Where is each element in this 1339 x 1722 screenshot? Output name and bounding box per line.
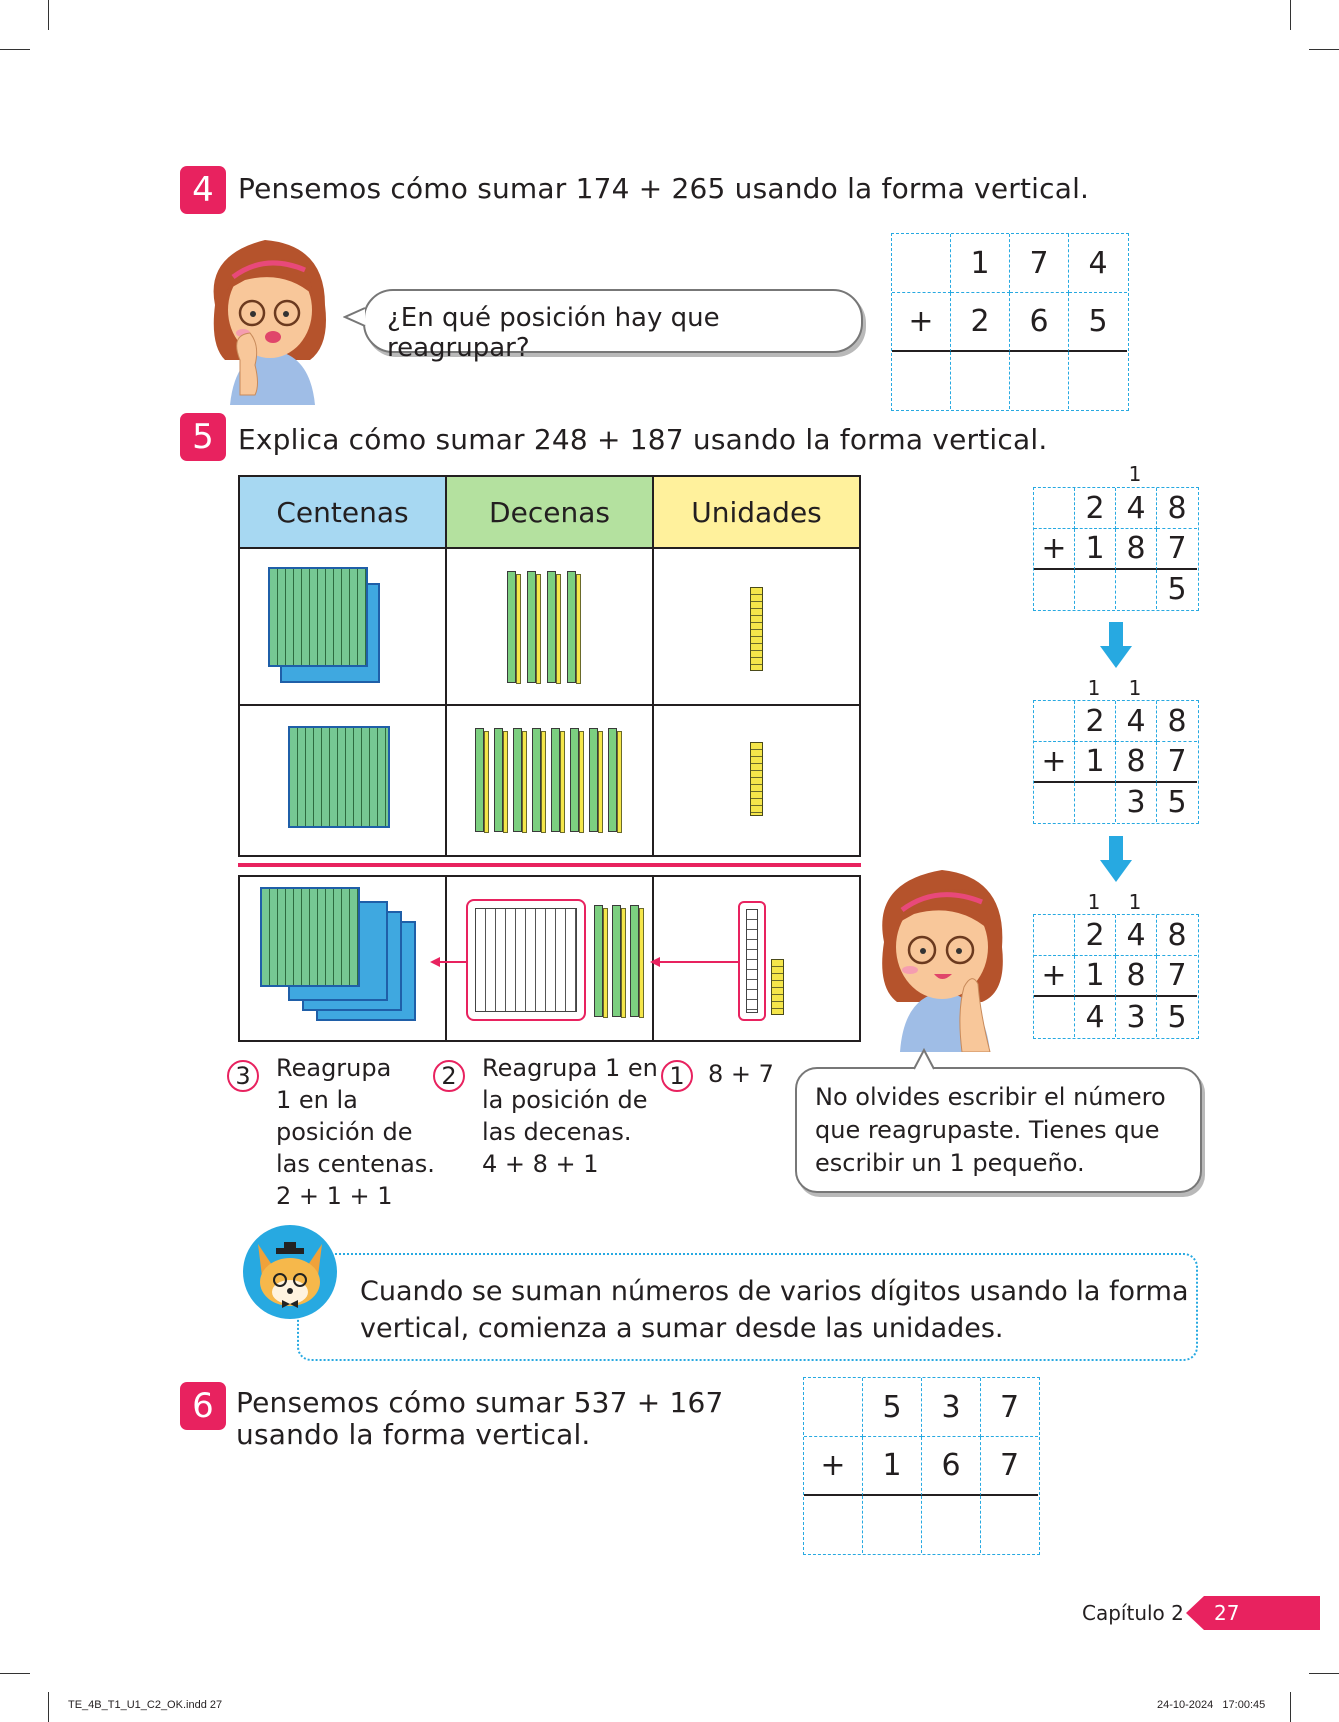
question-6-badge: 6 [180, 1382, 226, 1430]
grid-cell [892, 234, 951, 293]
grid-cell: 1 [1075, 529, 1116, 570]
ten-rod [547, 571, 556, 683]
chapter-label: Capítulo 2 [1082, 1601, 1184, 1625]
grid-cell: 2 [1075, 915, 1116, 956]
crop-mark [0, 49, 30, 50]
crop-mark [48, 0, 49, 30]
question-4-speech-text: ¿En qué posición hay que reagrupar? [387, 303, 720, 363]
grid-cell: 7 [1157, 529, 1197, 570]
grid-cell [1034, 783, 1075, 822]
step-2-text: Reagrupa 1 en la posición de las decenas. 4 + 8 + 1 [482, 1054, 658, 1178]
fox-mascot-illustration [240, 1224, 340, 1320]
ten-rod [612, 905, 621, 1017]
girl-pointing-illustration [872, 862, 1012, 1052]
grid-cell: 4 [1075, 997, 1116, 1037]
grid-cell: 7 [1157, 742, 1197, 783]
answer-cell[interactable] [863, 1496, 922, 1553]
grid-cell: 5 [1167, 572, 1187, 607]
question-6-prompt: Pensemos cómo sumar 537 + 167 usando la forma vertical. [236, 1386, 724, 1451]
ten-rod [608, 728, 617, 832]
grid-cell: + [1034, 742, 1075, 783]
grid-cell: 7 [981, 1378, 1038, 1437]
crop-mark [48, 1692, 49, 1722]
grid-cell: 8 [1157, 915, 1197, 956]
units-cell [654, 547, 859, 704]
grid-cell: 3 [1116, 997, 1157, 1037]
ten-rod [630, 905, 639, 1017]
ten-rod [527, 571, 536, 683]
grid-cell [1034, 701, 1075, 742]
answer-cell[interactable] [981, 1496, 1038, 1553]
question-5-step-grid-2 [1033, 700, 1199, 824]
regroup-arrow-left-icon [430, 957, 470, 967]
hundred-flat-block [288, 726, 390, 828]
grid-cell: 4 [1116, 488, 1157, 529]
grid-cell: 5 [863, 1378, 922, 1437]
question-5-badge: 5 [180, 413, 226, 461]
grid-cell: 3 [1116, 783, 1157, 822]
answer-cell[interactable] [951, 352, 1010, 409]
question-4-addition-grid [891, 233, 1129, 411]
units-cell [654, 704, 859, 855]
crop-mark [1309, 1673, 1339, 1674]
ten-rod [507, 571, 516, 683]
grid-cell [1116, 570, 1157, 609]
regroup-highlight [738, 901, 766, 1021]
down-arrow-icon [1100, 622, 1132, 670]
unit-cubes [750, 742, 763, 816]
tip-box [297, 1253, 1198, 1361]
tens-cell [447, 547, 654, 704]
header-decenas: Decenas [447, 477, 654, 547]
carry-digit: 1 [1087, 890, 1101, 914]
carry-digit: 1 [1128, 890, 1142, 914]
grid-cell [1034, 997, 1075, 1037]
unit-cubes [750, 587, 763, 671]
unit-cubes [771, 959, 784, 1015]
grid-cell [804, 1378, 863, 1437]
ten-rod [532, 728, 541, 832]
ten-tens-outline [475, 908, 577, 1012]
grid-cell: 8 [1116, 956, 1157, 997]
header-centenas: Centenas [240, 477, 447, 547]
grid-cell: 4 [1116, 915, 1157, 956]
crop-mark [0, 1673, 30, 1674]
step-1-text: 8 + 7 [708, 1060, 774, 1088]
grid-cell: + [1034, 529, 1075, 570]
question-4-prompt: Pensemos cómo sumar 174 + 265 usando la forma vertical. [238, 172, 1090, 205]
step-3-circle: 3 [227, 1060, 259, 1092]
page-number-tab [1186, 1596, 1320, 1630]
grid-cell: 8 [1116, 529, 1157, 570]
grid-cell: 4 [1069, 234, 1127, 293]
step-2-circle: 2 [433, 1060, 465, 1092]
answer-cell[interactable] [804, 1496, 863, 1553]
question-5-step-grid-1 [1033, 487, 1199, 611]
grid-cell: + [804, 1437, 863, 1496]
reminder-text: No olvides escribir el número que reagrupaste. Tienes que escribir un 1 pequeño. [815, 1083, 1166, 1177]
answer-cell[interactable] [892, 352, 951, 409]
regroup-arrow-left-icon [650, 957, 742, 967]
question-5-step-grid-3 [1033, 914, 1199, 1039]
grid-cell: 1 [1075, 956, 1116, 997]
print-date: 24-10-2024 17:00:45 [1157, 1699, 1266, 1711]
girl-thinking-illustration [205, 235, 335, 405]
grid-cell: 8 [1157, 488, 1197, 529]
answer-cell[interactable] [922, 1496, 981, 1553]
question-6-addition-grid [803, 1377, 1040, 1555]
reminder-speech-bubble [795, 1067, 1202, 1193]
speech-bubble-tail [912, 1048, 936, 1070]
tip-text: Cuando se suman números de varios dígitos usando la forma vertical, comienza a sumar desde las unidades. [360, 1276, 1189, 1344]
page-number: 27 [1214, 1601, 1240, 1625]
question-4-speech-bubble [363, 289, 863, 363]
crop-mark [1290, 1692, 1291, 1722]
grid-cell: 7 [1157, 956, 1197, 997]
table-header-row [240, 477, 859, 547]
place-value-table [238, 475, 861, 857]
ten-rod [594, 905, 603, 1017]
hundred-flat-block [268, 567, 368, 667]
regroup-highlight [466, 899, 586, 1021]
ten-rod [570, 728, 579, 832]
grid-cell: 5 [1167, 999, 1187, 1035]
step-3-text: Reagrupa 1 en la posición de las centenas. 2 + 1 + 1 [276, 1054, 435, 1210]
grid-cell: 5 [1167, 785, 1187, 820]
grid-cell: + [1034, 956, 1075, 997]
step-1-circle: 1 [661, 1060, 693, 1092]
carry-digit: 1 [1087, 676, 1101, 700]
tens-cell [447, 704, 654, 855]
ten-rod [589, 728, 598, 832]
ten-rod [513, 728, 522, 832]
grid-cell: 7 [1010, 234, 1069, 293]
file-name: TE_4B_T1_U1_C2_OK.indd 27 [68, 1699, 223, 1711]
answer-cell[interactable] [1010, 352, 1069, 409]
grid-cell: 1 [951, 234, 1010, 293]
down-arrow-icon [1100, 836, 1132, 884]
ten-rod [551, 728, 560, 832]
grid-cell: 3 [922, 1378, 981, 1437]
grid-cell: 8 [1116, 742, 1157, 783]
grid-cell: 5 [1069, 293, 1127, 352]
ten-rod [567, 571, 576, 683]
hundred-flat-block [260, 887, 360, 987]
regrouping-row [238, 875, 861, 1042]
grid-cell [1075, 783, 1116, 822]
grid-cell: 7 [981, 1437, 1038, 1496]
crop-mark [1290, 0, 1291, 30]
grid-cell: 2 [1075, 488, 1116, 529]
question-5-prompt: Explica cómo sumar 248 + 187 usando la forma vertical. [238, 423, 1048, 456]
ten-rod [475, 728, 484, 832]
header-unidades: Unidades [654, 477, 859, 547]
grid-cell [1075, 570, 1116, 609]
grid-cell: 2 [951, 293, 1010, 352]
grid-cell [1034, 915, 1075, 956]
grid-cell: 6 [1010, 293, 1069, 352]
grid-cell: + [892, 293, 951, 352]
grid-cell: 8 [1157, 701, 1197, 742]
speech-bubble-tail [343, 306, 367, 328]
grid-cell: 2 [1075, 701, 1116, 742]
carry-digit: 1 [1128, 462, 1142, 486]
table-row-248 [240, 547, 859, 704]
grid-cell: 6 [922, 1437, 981, 1496]
grid-cell: 4 [1116, 701, 1157, 742]
grid-cell [1034, 488, 1075, 529]
answer-cell[interactable] [1069, 352, 1127, 409]
grid-cell: 1 [1075, 742, 1116, 783]
sum-divider-line [238, 863, 861, 867]
grid-cell [1034, 570, 1075, 609]
ten-units-outline [746, 909, 758, 1013]
crop-mark [1309, 49, 1339, 50]
table-row-187 [240, 704, 859, 855]
ten-rod [494, 728, 503, 832]
carry-digit: 1 [1128, 676, 1142, 700]
hundreds-cell [240, 547, 447, 704]
hundreds-cell [240, 704, 447, 855]
grid-cell: 1 [863, 1437, 922, 1496]
question-4-badge: 4 [180, 166, 226, 214]
